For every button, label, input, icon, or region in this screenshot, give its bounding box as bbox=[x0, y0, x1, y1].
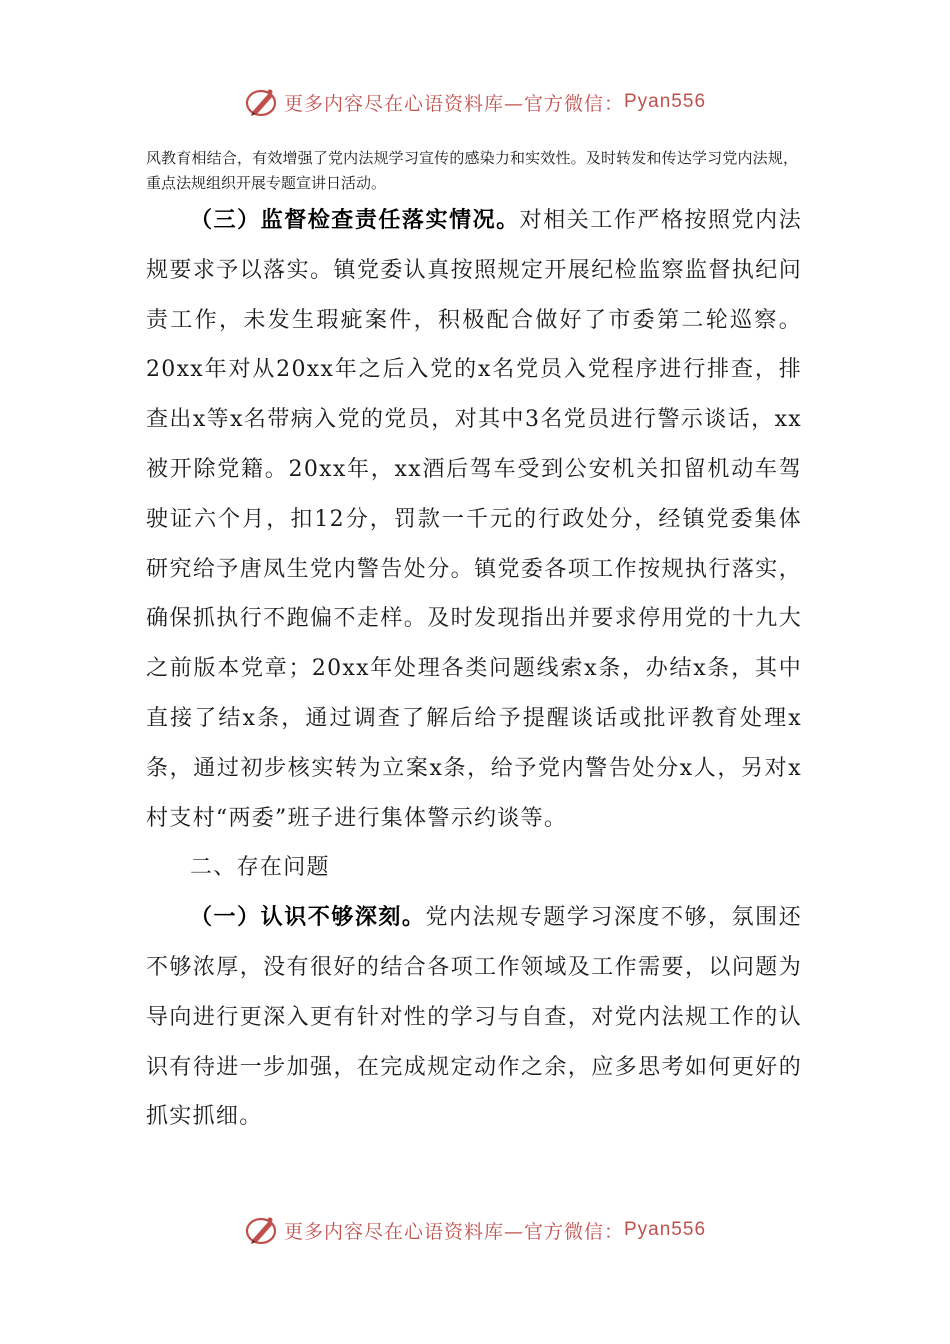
pen-circle-logo-icon bbox=[244, 84, 280, 120]
intro-fragment: 风教育相结合，有效增强了党内法规学习宣传的感染力和实效性。及时转发和传达学习党内法规，重点法规组织开展专题宣讲日活动。 bbox=[146, 149, 798, 192]
header-watermark bbox=[0, 82, 950, 122]
pen-circle-logo-icon bbox=[244, 1212, 280, 1248]
watermark-wechat-id: Pyan556 bbox=[624, 1219, 707, 1240]
issue-1-paragraph bbox=[146, 893, 802, 1142]
footer-watermark bbox=[0, 1210, 950, 1250]
issue-1-title: （一）认识不够深刻。 bbox=[190, 904, 426, 931]
section-3-body: 对相关工作严格按照党内法规要求予以落实。镇党委认真按照规定开展纪检监察监督执纪问责工作，未发生瑕疵案件，积极配合做好了市委第二轮巡察。20xx年对从20xx年之后入党的x名党员入党程序进行排查，排查出x等x名带病入党的党员，对其中3名党员进行警示谈话，xx被开除党籍。20xx年，xx酒后驾车受到公安机关扣留机动车驾驶证六个月，扣12分，罚款一千元的行政处分，经镇党委集体研究给予唐凤生党内警告处分。镇党委各项工作按规执行落实，确保抓执行不跑偏不走样。及时发现指出并要求停用党的十九大之前版本党章；20xx年处理各类问题线索x条，办结x条，其中直接了结x条，通过调查了解后给予提醒谈话或批评教育处理x条，通过初步核实转为立案x条，给予党内警告处分x人，另对x村支村“两委”班子进行集体警示约谈等。 bbox=[146, 208, 802, 831]
part-2-heading: 二、存在问题 bbox=[190, 855, 330, 881]
document-body bbox=[146, 196, 802, 1142]
watermark-wechat-id: Pyan556 bbox=[624, 91, 707, 112]
watermark-text: 更多内容尽在心语资料库—官方微信： bbox=[283, 1220, 624, 1243]
watermark-text: 更多内容尽在心语资料库—官方微信： bbox=[283, 92, 624, 115]
issue-1-body: 党内法规专题学习深度不够，氛围还不够浓厚，没有很好的结合各项工作领域及工作需要，以问题为导向进行更深入更有针对性的学习与自查，对党内法规工作的认识有待进一步加强，在完成规定动作之余，应多思考如何更好的抓实抓细。 bbox=[146, 905, 802, 1130]
section-3-title: （三）监督检查责任落实情况。 bbox=[190, 207, 520, 233]
section-3-paragraph bbox=[146, 196, 802, 843]
